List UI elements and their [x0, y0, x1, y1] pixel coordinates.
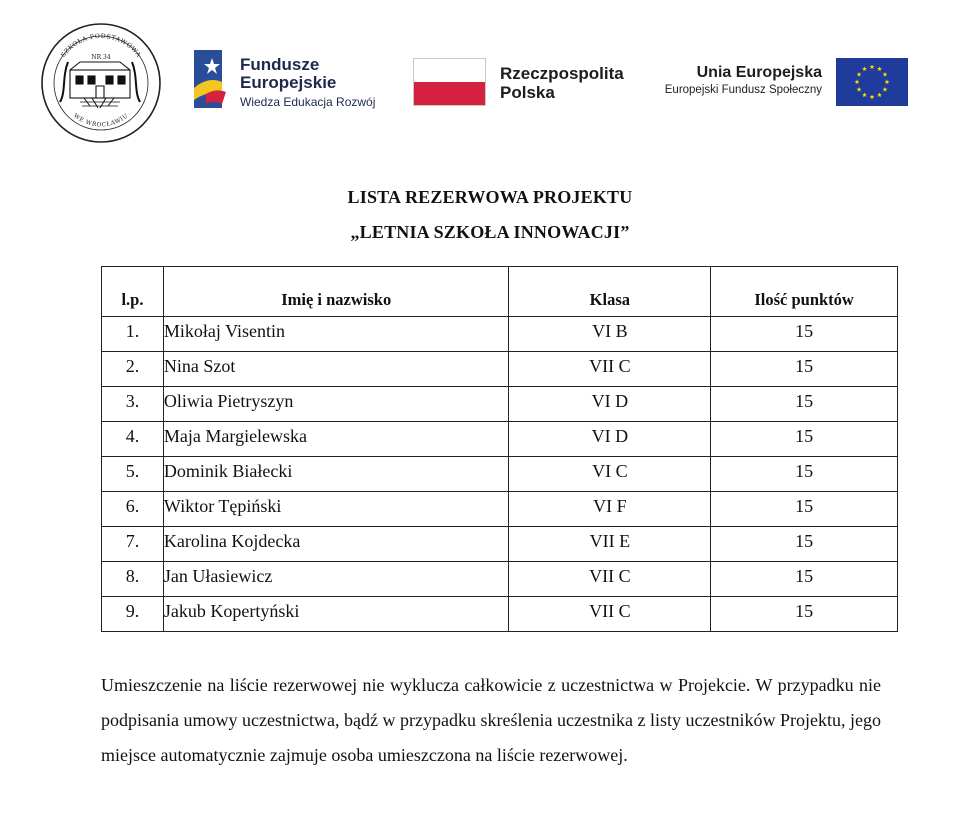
cell-class: VII E: [509, 527, 711, 562]
seal-top-text: SZKOŁA PODSTAWOWA: [59, 32, 143, 59]
cell-class: VII C: [509, 352, 711, 387]
cell-name: Mikołaj Visentin: [163, 317, 509, 352]
col-header-name: Imię i nazwisko: [163, 267, 509, 317]
cell-lp: 8.: [102, 562, 164, 597]
cell-points: 15: [711, 387, 898, 422]
cell-lp: 2.: [102, 352, 164, 387]
col-header-points: Ilość punktów: [711, 267, 898, 317]
table-row: [102, 457, 898, 492]
cell-name: Karolina Kojdecka: [163, 527, 509, 562]
cell-name: Jan Ułasiewicz: [163, 562, 509, 597]
document-title: LISTA REZERWOWA PROJEKTU: [347, 187, 633, 207]
school-seal-logo: [40, 22, 162, 144]
cell-class: VI B: [509, 317, 711, 352]
fe-line1: Fundusze: [240, 55, 320, 74]
cell-name: Nina Szot: [163, 352, 509, 387]
cell-class: VI F: [509, 492, 711, 527]
fundusze-europejskie-label: [240, 56, 375, 110]
unia-europejska-label: [600, 64, 822, 98]
cell-points: 15: [711, 492, 898, 527]
fe-line2: Europejskie: [240, 73, 337, 92]
rp-line2: Polska: [500, 83, 555, 102]
cell-name: Jakub Kopertyński: [163, 597, 509, 632]
cell-points: 15: [711, 422, 898, 457]
cell-points: 15: [711, 457, 898, 492]
seal-bottom-text: WE WROCŁAWIU: [72, 113, 130, 129]
rp-line1: Rzeczpospolita: [500, 64, 624, 83]
ue-line1: Unia Europejska: [696, 64, 822, 81]
cell-class: VII C: [509, 562, 711, 597]
cell-name: Dominik Białecki: [163, 457, 509, 492]
cell-points: 15: [711, 562, 898, 597]
table-row: [102, 352, 898, 387]
eu-flag-icon: [836, 58, 908, 106]
cell-lp: 1.: [102, 317, 164, 352]
cell-points: 15: [711, 352, 898, 387]
table-row: [102, 527, 898, 562]
ue-line2: Europejski Fundusz Społeczny: [664, 84, 822, 96]
col-header-class: Klasa: [509, 267, 711, 317]
project-name: „LETNIA SZKOŁA INNOWACJI”: [350, 222, 630, 242]
seal-number: NR 34: [91, 54, 111, 61]
polish-flag-icon: [413, 58, 486, 106]
cell-lp: 7.: [102, 527, 164, 562]
cell-class: VII C: [509, 597, 711, 632]
reserve-list-note: Umieszczenie na liście rezerwowej nie wyklucza całkowicie z uczestnictwa w Projekcie. W przypadku nie podpisania umowy uczestnictwa, bądź w przypadku skreślenia uczestnika z listy uczestników Projektu, jego miejsce automatycznie zajmuje osoba umieszczona na liście rezerwowej.: [101, 675, 881, 765]
table-row: [102, 492, 898, 527]
reserve-list-table: [101, 266, 898, 632]
table-row: [102, 317, 898, 352]
cell-lp: 9.: [102, 597, 164, 632]
table-row: [102, 562, 898, 597]
cell-points: 15: [711, 317, 898, 352]
table-row: [102, 387, 898, 422]
cell-name: Wiktor Tępiński: [163, 492, 509, 527]
table-header-row: [102, 267, 898, 317]
cell-lp: 3.: [102, 387, 164, 422]
col-header-lp: l.p.: [102, 267, 164, 317]
cell-points: 15: [711, 597, 898, 632]
fe-line3: Wiedza Edukacja Rozwój: [240, 95, 376, 109]
cell-class: VI C: [509, 457, 711, 492]
cell-lp: 5.: [102, 457, 164, 492]
cell-name: Oliwia Pietryszyn: [163, 387, 509, 422]
table-row: [102, 422, 898, 457]
cell-lp: 6.: [102, 492, 164, 527]
fundusze-europejskie-icon: [192, 48, 234, 110]
logo-header: [0, 0, 980, 150]
cell-class: VI D: [509, 387, 711, 422]
cell-name: Maja Margielewska: [163, 422, 509, 457]
cell-points: 15: [711, 527, 898, 562]
table-row: [102, 597, 898, 632]
cell-lp: 4.: [102, 422, 164, 457]
cell-class: VI D: [509, 422, 711, 457]
